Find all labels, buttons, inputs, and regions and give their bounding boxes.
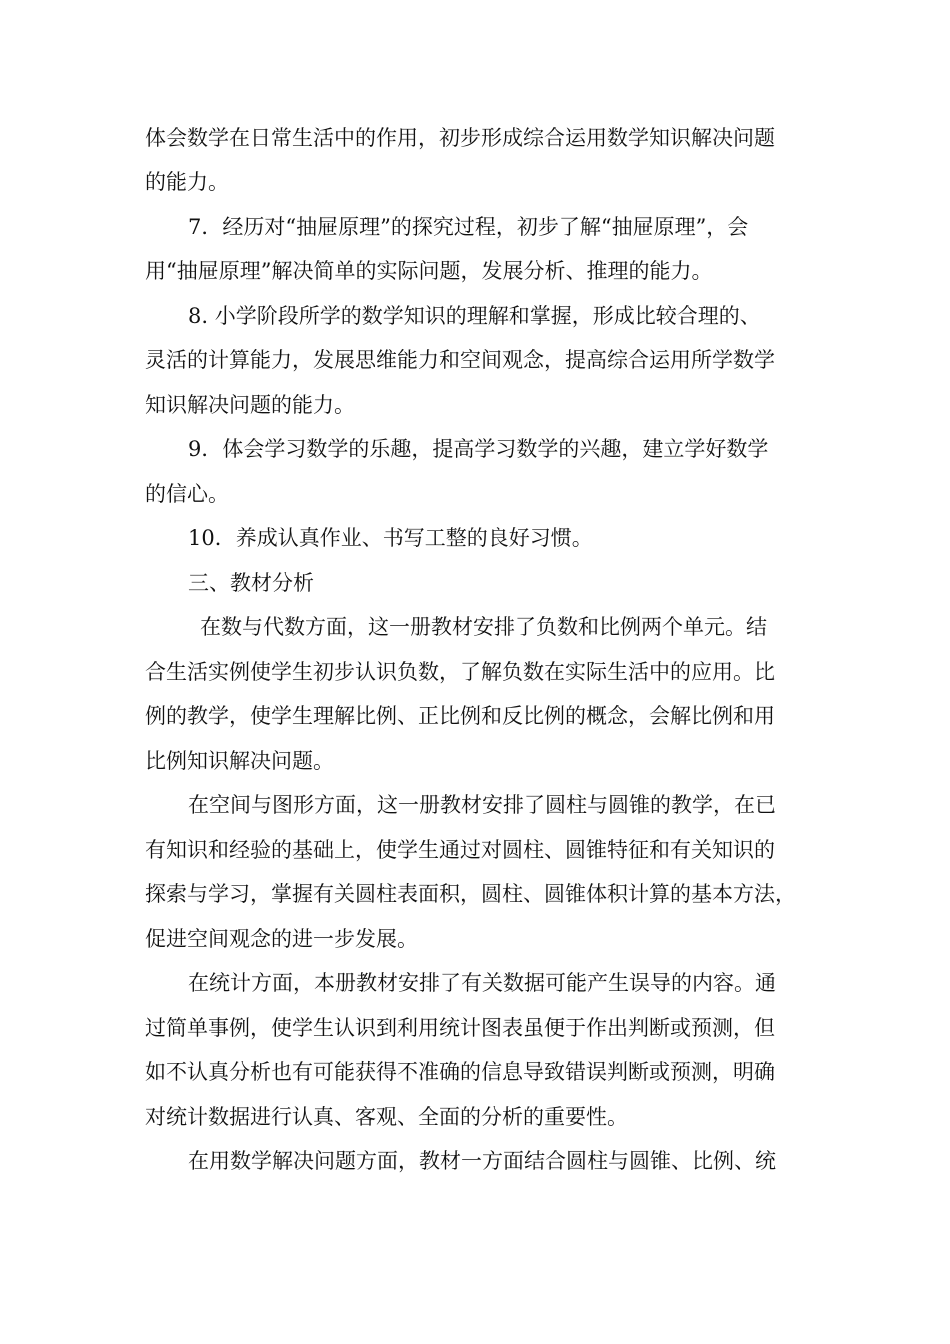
body-text-line: 的信心。: [145, 482, 229, 506]
list-item-10: 10．养成认真作业、书写工整的良好习惯。: [188, 526, 593, 550]
list-item-8: 8. 小学阶段所学的数学知识的理解和掌握，形成比较合理的、: [188, 304, 761, 328]
paragraph-start: 在空间与图形方面，这一册教材安排了圆柱与圆锥的教学，在已: [188, 793, 776, 817]
body-text-line: 合生活实例使学生初步认识负数，了解负数在实际生活中的应用。比: [145, 660, 775, 684]
body-text-line: 过简单事例，使学生认识到利用统计图表虽便于作出判断或预测，但: [145, 1016, 775, 1040]
body-text-line: 知识解决问题的能力。: [145, 393, 355, 417]
body-text-line: 比例知识解决问题。: [145, 749, 334, 773]
paragraph-start: 在用数学解决问题方面，教材一方面结合圆柱与圆锥、比例、统: [188, 1149, 776, 1173]
body-text-line: 探索与学习，掌握有关圆柱表面积，圆柱、圆锥体积计算的基本方法，: [145, 882, 796, 906]
body-text-line: 用“抽屉原理”解决简单的实际问题，发展分析、推理的能力。: [145, 259, 713, 283]
section-heading: 三、教材分析: [188, 571, 314, 595]
body-text-line: 的能力。: [145, 170, 229, 194]
body-text-line: 对统计数据进行认真、客观、全面的分析的重要性。: [145, 1105, 628, 1129]
body-text-line: 灵活的计算能力，发展思维能力和空间观念，提高综合运用所学数学: [145, 348, 775, 372]
paragraph-start: 在数与代数方面，这一册教材安排了负数和比例两个单元。结: [200, 615, 767, 639]
list-item-7: 7．经历对“抽屉原理”的探究过程，初步了解“抽屉原理”，会: [188, 215, 749, 239]
paragraph-start: 在统计方面，本册教材安排了有关数据可能产生误导的内容。通: [188, 971, 776, 995]
list-item-9: 9．体会学习数学的乐趣，提高学习数学的兴趣，建立学好数学: [188, 437, 769, 461]
body-text-line: 有知识和经验的基础上，使学生通过对圆柱、圆锥特征和有关知识的: [145, 838, 775, 862]
body-text-line: 体会数学在日常生活中的作用，初步形成综合运用数学知识解决问题: [145, 126, 775, 150]
body-text-line: 促进空间观念的进一步发展。: [145, 927, 418, 951]
body-text-line: 例的教学，使学生理解比例、正比例和反比例的概念，会解比例和用: [145, 704, 775, 728]
body-text-line: 如不认真分析也有可能获得不准确的信息导致错误判断或预测，明确: [145, 1060, 775, 1084]
